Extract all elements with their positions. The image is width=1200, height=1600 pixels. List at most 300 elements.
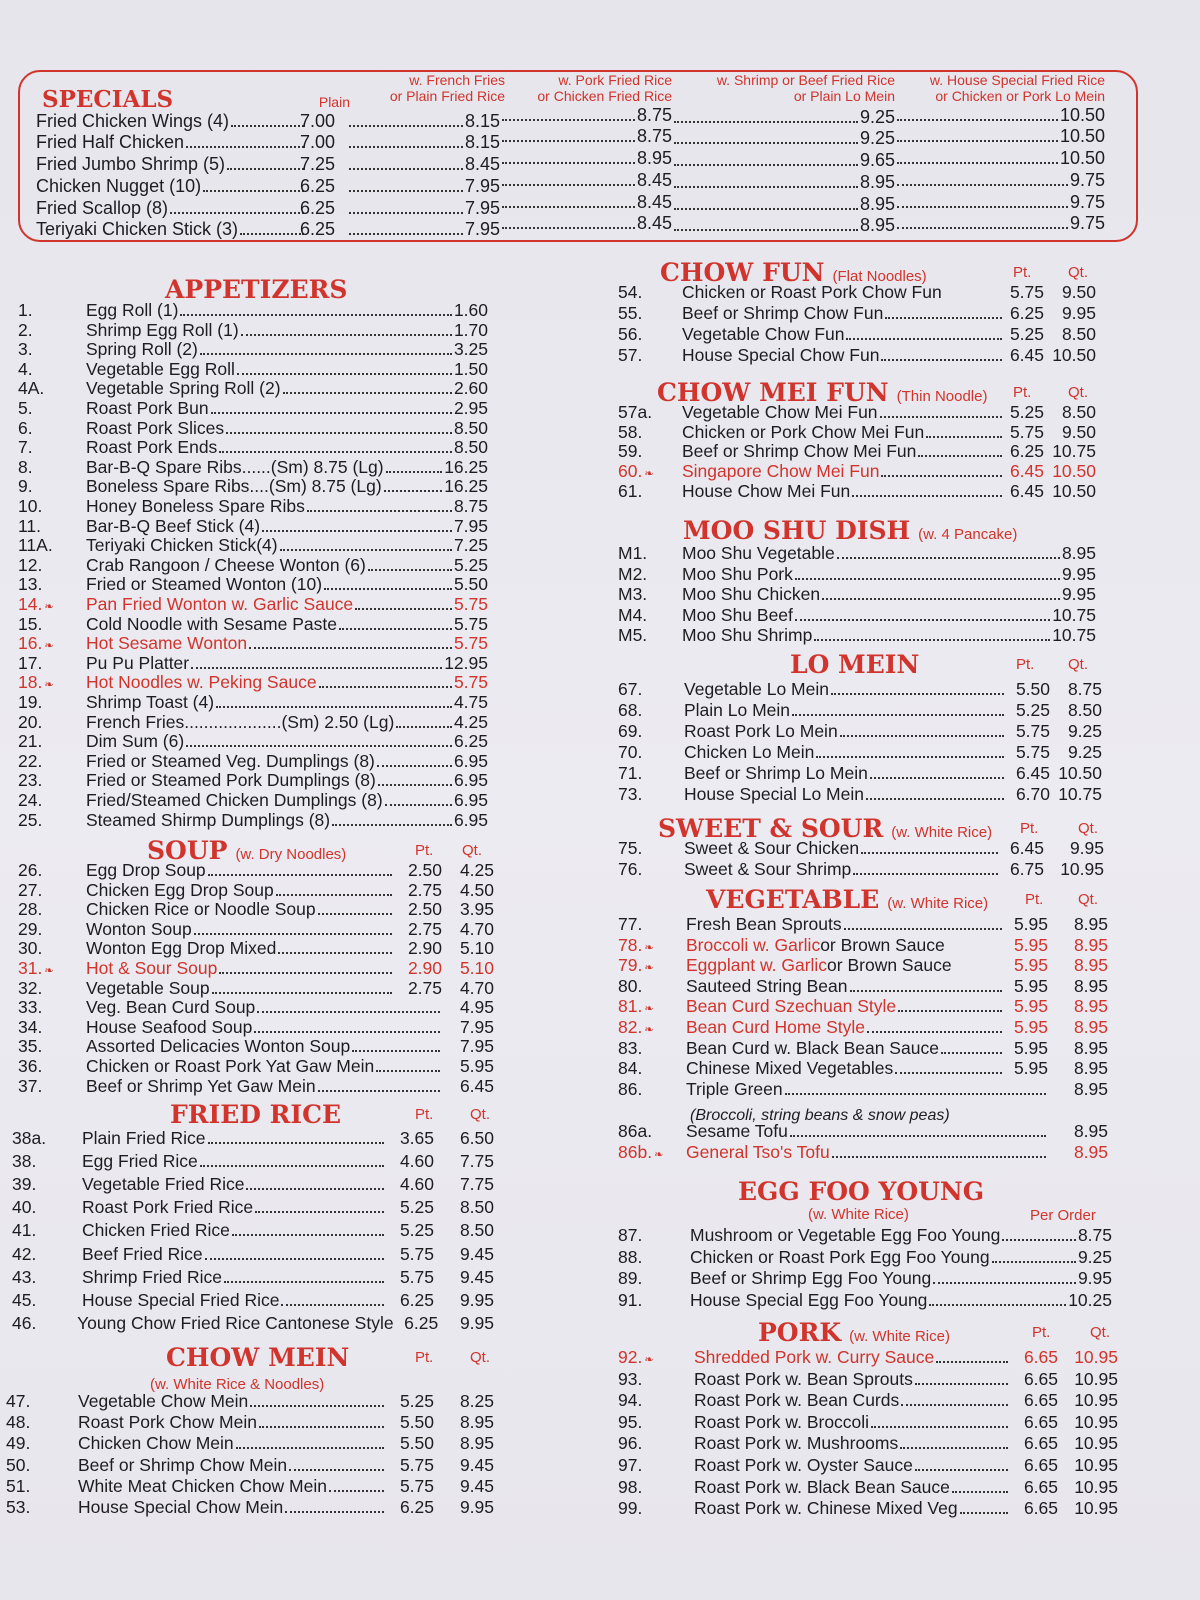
dot-leader (376, 1070, 440, 1072)
dot-leader (1002, 1239, 1076, 1241)
dot-leader (822, 598, 1060, 600)
menu-item (618, 1268, 1112, 1289)
dot-leader (918, 455, 1002, 457)
dot-leader (861, 852, 998, 854)
menu-item (618, 1058, 1108, 1079)
special-price-cell (672, 172, 895, 193)
menu-item (618, 1347, 1118, 1368)
special-price-cell (895, 126, 1105, 147)
menu-item (18, 751, 488, 772)
special-price: 8.45 (636, 213, 672, 233)
item-price-pint: 5.25 (399, 1220, 434, 1241)
item-number: 80. (618, 975, 643, 996)
dot-leader (318, 913, 392, 915)
menu-item (618, 324, 1096, 345)
menu-item (618, 1477, 1118, 1498)
dot-leader (219, 972, 392, 974)
item-price-quart: 7.75 (459, 1174, 494, 1195)
item-name: Vegetable Chow Fun (682, 324, 845, 344)
section-name: CHOW MEI FUN (657, 378, 889, 407)
item-price-pint: 6.45 (1009, 838, 1044, 858)
menu-item (12, 1244, 494, 1265)
special-price: 7.25 (300, 154, 336, 174)
item-name: Bean Curd Szechuan Style (686, 996, 897, 1017)
dot-leader (674, 186, 858, 188)
special-price: 6.25 (300, 176, 336, 196)
item-number: 8. (18, 456, 33, 477)
menu-item (618, 461, 1096, 482)
chili-pepper-icon: ❧ (44, 640, 54, 653)
dot-leader (208, 874, 392, 876)
item-number: 34. (18, 1016, 43, 1037)
item-name: Moo Shu Chicken (682, 584, 821, 604)
dot-leader (816, 756, 1004, 758)
item-price: 9.25 (1077, 1246, 1112, 1267)
item-price: 1.70 (453, 319, 488, 340)
dot-leader (895, 1072, 1002, 1074)
item-number: 36. (18, 1056, 43, 1076)
item-price-pint: 6.45 (1009, 345, 1044, 365)
menu-item (618, 976, 1108, 997)
item-price: 10.75 (1052, 625, 1096, 645)
menu-item (618, 784, 1102, 805)
item-price-quart: 8.95 (1073, 914, 1108, 934)
item-price-quart: 8.95 (1073, 1037, 1108, 1058)
section-title-chow_mein (166, 1343, 349, 1372)
item-number: 51. (6, 1475, 31, 1496)
item-name: Vegetable Soup (86, 977, 210, 998)
item-price-quart: 9.45 (459, 1454, 494, 1475)
dot-leader (259, 1426, 384, 1428)
item-price-quart: 4.70 (459, 918, 494, 939)
item-price-pint: 4.60 (399, 1174, 434, 1195)
dot-leader (285, 1511, 384, 1513)
menu-item (18, 731, 488, 752)
item-name: Vegetable Spring Roll (2) (86, 378, 281, 399)
item-name: General Tso's Tofu (686, 1142, 830, 1162)
item-price-pint: 6.65 (1023, 1368, 1058, 1389)
chili-pepper-icon: ❧ (644, 941, 654, 954)
item-price: 4.25 (453, 711, 488, 732)
item-name: Chicken Lo Mein (684, 742, 815, 762)
item-price-quart: 8.25 (459, 1391, 494, 1411)
item-number: 20. (18, 711, 43, 732)
pt-header: Pt. (1013, 384, 1032, 401)
item-number: 25. (18, 809, 43, 830)
item-name: Fried or Steamed Wonton (10) (86, 574, 323, 595)
special-price: 8.45 (636, 192, 672, 212)
pt-header: Pt. (1025, 891, 1044, 908)
menu-item (618, 1038, 1108, 1059)
dot-leader (281, 1304, 384, 1306)
specials-row-4 (36, 198, 306, 219)
item-number: 4. (18, 358, 33, 379)
item-name: Roast Pork Bun (86, 398, 209, 418)
menu-item (6, 1412, 494, 1433)
item-price-pint: 5.75 (1009, 282, 1044, 302)
special-price-cell (500, 170, 672, 191)
item-name: House Special Lo Mein (684, 784, 864, 804)
menu-item (618, 1017, 1108, 1038)
dot-leader (871, 1426, 1008, 1428)
dot-leader (249, 647, 452, 649)
special-price-cell (500, 148, 672, 169)
dot-leader (194, 933, 392, 935)
dot-leader (933, 1282, 1076, 1284)
menu-item (618, 1369, 1118, 1390)
item-number: 1. (18, 300, 33, 320)
item-name: Wonton Soup (86, 918, 192, 939)
menu-item (618, 564, 1096, 585)
chili-pepper-icon: ❧ (644, 1024, 654, 1036)
specials-header-1 (372, 72, 505, 104)
dot-leader (349, 190, 463, 192)
item-number: 81. ❧ (618, 996, 654, 1017)
dot-leader (349, 212, 463, 214)
dot-leader (897, 184, 1068, 186)
specials-header-line: or Plain Lo Mein (793, 88, 895, 104)
dot-leader (837, 557, 1060, 559)
menu-item (618, 859, 1104, 880)
item-price-quart: 6.50 (459, 1128, 494, 1148)
menu-item (618, 1290, 1112, 1311)
dot-leader (674, 208, 858, 210)
item-price: 5.75 (453, 672, 488, 693)
item-name: Beef or Shrimp Egg Foo Young (690, 1268, 932, 1289)
item-name: Beef Fried Rice (82, 1243, 203, 1264)
item-price-pint: 5.75 (399, 1266, 434, 1287)
dot-leader (674, 142, 858, 144)
chili-pepper-icon: ❧ (654, 1149, 664, 1161)
menu-item (18, 1056, 494, 1077)
dot-leader (952, 1491, 1008, 1493)
item-price-quart: 8.95 (459, 1433, 494, 1454)
section-subtitle: (Flat Noodles) (832, 268, 927, 285)
dot-leader (324, 588, 452, 590)
dot-leader (901, 1404, 1008, 1406)
menu-item (618, 1225, 1112, 1246)
item-name: House Special Fried Rice (82, 1289, 280, 1310)
special-price: 7.95 (464, 198, 500, 218)
item-number: 16. ❧ (18, 633, 54, 654)
menu-item (618, 763, 1102, 784)
dot-leader (674, 229, 858, 231)
menu-item (18, 496, 488, 517)
vegetable-note: (Broccoli, string beans & snow peas) (690, 1107, 950, 1124)
dot-leader (186, 745, 452, 747)
menu-item (618, 996, 1108, 1017)
item-number: 82. ❧ (618, 1017, 654, 1037)
item-name: Hot Sesame Wonton (86, 633, 248, 654)
item-price-quart: 8.95 (1073, 975, 1108, 996)
item-name: Shrimp Fried Rice (82, 1266, 223, 1287)
dot-leader (814, 639, 1050, 641)
item-price: 6.95 (453, 790, 488, 810)
dot-leader (276, 894, 392, 896)
qt-header: Qt. (1078, 820, 1099, 837)
dot-leader (250, 1405, 384, 1407)
dot-leader (339, 628, 452, 630)
item-price-quart: 7.95 (459, 1016, 494, 1037)
item-price-quart: 4.25 (459, 860, 494, 880)
special-price: 8.95 (636, 148, 672, 168)
item-name: Sauteed String Bean (686, 975, 848, 996)
item-number: 42. (12, 1243, 37, 1264)
item-number: 88. (618, 1246, 643, 1267)
item-number: 21. (18, 731, 43, 752)
menu-item (18, 398, 488, 419)
item-number: 98. (618, 1476, 643, 1497)
item-price: 3.25 (453, 339, 488, 360)
menu-item (18, 594, 488, 615)
dot-leader (237, 373, 452, 375)
item-number: 59. (618, 441, 643, 462)
item-number: 3. (18, 339, 33, 360)
menu-item (18, 418, 488, 439)
menu-item (18, 633, 488, 654)
dot-leader (870, 777, 1004, 779)
item-price-pint: 6.65 (1023, 1455, 1058, 1475)
dot-leader (866, 798, 1004, 800)
item-price-quart: 8.95 (1073, 955, 1108, 976)
item-name: Plain Lo Mein (684, 700, 791, 720)
item-number: 86. (618, 1078, 643, 1099)
menu-item (18, 535, 488, 556)
specials-header-line: or Plain Fried Rice (389, 88, 505, 104)
item-price-pint: 5.95 (1013, 1058, 1048, 1079)
menu-item (618, 625, 1096, 646)
dot-leader (289, 1469, 384, 1471)
section-subtitle: (w. 4 Pancake) (918, 526, 1018, 543)
dot-leader (232, 1234, 384, 1236)
item-price-pint: 6.65 (1023, 1476, 1058, 1497)
item-number: 47. (6, 1391, 31, 1411)
dot-leader (897, 162, 1058, 164)
item-name: Moo Shu Beef (682, 604, 793, 625)
special-price-cell (347, 198, 500, 219)
menu-item (18, 899, 494, 920)
menu-item (618, 679, 1102, 700)
item-name: Fried or Steamed Veg. Dumplings (8) (86, 750, 375, 771)
pt-header: Pt. (1016, 656, 1035, 673)
item-number: M3. (618, 584, 648, 604)
item-name: Chicken Chow Mein (78, 1433, 234, 1454)
menu-item (12, 1290, 494, 1311)
dot-leader (795, 619, 1050, 621)
item-name: Shrimp Toast (4) (86, 692, 215, 712)
item-price: 1.50 (453, 358, 488, 379)
dot-leader (941, 1052, 1002, 1054)
item-name: White Meat Chicken Chow Mein (78, 1475, 327, 1496)
special-price: 9.25 (859, 128, 895, 148)
specials-row-1 (36, 132, 306, 153)
item-price-pint: 6.45 (1009, 480, 1044, 501)
item-name: Beef or Shrimp Lo Mein (684, 763, 868, 783)
section-subtitle: (w. White Rice) (808, 1206, 909, 1223)
item-name: House Special Chow Mein (78, 1497, 284, 1517)
menu-item (618, 303, 1096, 324)
dot-leader (378, 784, 452, 786)
item-name: Roast Pork w. Broccoli (694, 1411, 870, 1432)
pt-header: Pt. (1032, 1324, 1051, 1341)
dot-leader (200, 353, 452, 355)
special-name: Teriyaki Chicken Stick (3) (36, 219, 239, 239)
special-price: 9.25 (859, 107, 895, 127)
item-name: Boneless Spare Ribs....(Sm) 8.75 (Lg) (86, 476, 382, 497)
specials-header-line: Plain (318, 94, 350, 110)
item-name: Roast Pork Chow Mein (78, 1412, 257, 1433)
item-price-quart: 10.95 (1074, 1390, 1118, 1411)
section-name: CHOW FUN (660, 258, 825, 287)
dot-leader (186, 146, 304, 148)
item-price-quart: 4.50 (459, 879, 494, 900)
item-name: Bean Curd Home Style (686, 1017, 865, 1037)
section-subtitle: (w. White Rice) (849, 1328, 950, 1345)
item-name: House Seafood Soup (86, 1016, 253, 1037)
qt-header: Qt. (1068, 264, 1089, 281)
menu-item (618, 1142, 1108, 1163)
dot-leader (257, 1011, 440, 1013)
item-name: Sesame Tofu (686, 1121, 788, 1142)
item-number: 61. (618, 480, 643, 501)
menu-item (18, 574, 488, 595)
dot-leader (881, 359, 1002, 361)
item-price-quart: 8.95 (1073, 1078, 1108, 1099)
item-name: Vegetable Chow Mein (78, 1391, 249, 1411)
item-number: 93. (618, 1368, 643, 1389)
dot-leader (262, 530, 452, 532)
item-price-quart: 10.95 (1074, 1368, 1118, 1389)
menu-item (618, 481, 1096, 502)
dot-leader (502, 184, 635, 186)
special-price: 6.25 (300, 219, 336, 239)
menu-item (18, 555, 488, 576)
item-price-pint: 6.65 (1023, 1498, 1058, 1519)
item-number: 46. (12, 1312, 37, 1333)
item-price: 12.95 (444, 652, 488, 673)
item-name: Singapore Chow Mei Fun (682, 461, 880, 482)
menu-item (618, 1412, 1118, 1433)
item-name: Beef or Shrimp Chow Fun (682, 303, 884, 323)
menu-item (18, 300, 488, 321)
item-price-quart: 10.50 (1052, 461, 1096, 482)
item-name: Roast Pork Lo Mein (684, 721, 838, 741)
item-name: Chicken Rice or Noodle Soup (86, 899, 316, 920)
item-number: 49. (6, 1433, 31, 1454)
specials-row-3 (36, 176, 306, 197)
item-number: 71. (618, 763, 643, 783)
item-number: 83. (618, 1037, 643, 1058)
item-price-quart: 8.50 (459, 1197, 494, 1218)
specials-header-0 (300, 94, 350, 110)
item-number: 68. (618, 700, 643, 720)
item-name: Honey Boneless Spare Ribs (86, 496, 305, 516)
item-number: 55. (618, 303, 643, 323)
item-number: 67. (618, 679, 643, 699)
section-name: SOUP (147, 836, 228, 865)
item-price-quart: 10.50 (1052, 345, 1096, 365)
item-price-pint: 6.45 (1009, 461, 1044, 482)
item-number: 89. (618, 1268, 643, 1289)
item-number: 86a. (618, 1121, 653, 1142)
menu-item (18, 978, 494, 999)
item-price-quart: 10.95 (1074, 1411, 1118, 1432)
dot-leader (502, 162, 635, 164)
pt-header: Pt. (415, 1349, 434, 1366)
menu-item (618, 1498, 1118, 1519)
item-name: Bean Curd w. Black Bean Sauce (686, 1037, 939, 1058)
special-price-cell (347, 219, 500, 240)
item-price: 9.95 (1077, 1268, 1112, 1289)
item-number: 27. (18, 879, 43, 900)
menu-item (618, 955, 1108, 976)
menu-item (12, 1197, 494, 1218)
item-number: 86b. ❧ (618, 1142, 664, 1162)
item-name: Roast Pork Slices (86, 417, 225, 438)
item-price: 6.95 (453, 770, 488, 791)
item-number: 32. (18, 977, 43, 998)
item-name: Sweet & Sour Chicken (684, 838, 860, 858)
item-name: Young Chow Fried Rice Cantonese Style (77, 1312, 394, 1333)
dot-leader (200, 1165, 384, 1167)
item-price-pint: 6.25 (1009, 441, 1044, 462)
item-name: Egg Roll (1) (86, 300, 179, 320)
item-price-quart: 8.50 (459, 1220, 494, 1241)
item-number: 9. (18, 476, 33, 497)
menu-item (618, 543, 1096, 564)
dot-leader (897, 227, 1068, 229)
item-price-quart: 9.95 (459, 1312, 495, 1333)
item-name: Shrimp Egg Roll (1) (86, 319, 239, 340)
item-price-quart: 8.95 (1073, 1017, 1108, 1037)
section-subtitle: (w. White Rice & Noodles) (150, 1376, 325, 1393)
item-price-pint: 2.50 (407, 899, 442, 920)
item-price-quart: 10.75 (1058, 784, 1102, 804)
dot-leader (280, 549, 452, 551)
dot-leader (226, 432, 452, 434)
dot-leader (211, 412, 452, 414)
item-name: Chicken Fried Rice (82, 1220, 230, 1241)
menu-item (18, 339, 488, 360)
item-price: 6.25 (453, 731, 488, 752)
dot-leader (867, 1031, 1002, 1033)
special-price-cell (672, 150, 895, 171)
item-number: 17. (18, 652, 43, 673)
item-name: Broccoli w. Garlic (686, 934, 821, 955)
dot-leader (224, 1281, 384, 1283)
dot-leader (785, 1093, 1046, 1095)
item-price-quart: 4.95 (459, 997, 494, 1018)
item-name: Roast Pork w. Bean Sprouts (694, 1368, 913, 1389)
chili-pepper-icon: ❧ (44, 601, 54, 613)
item-number: 29. (18, 918, 43, 939)
item-name: Egg Drop Soup (86, 860, 206, 880)
item-number: 38a. (12, 1128, 47, 1148)
section-title-fried_rice (170, 1100, 341, 1129)
specials-header-2 (520, 72, 672, 104)
menu-item (6, 1455, 494, 1476)
dot-leader (897, 206, 1068, 208)
item-price: 1.60 (453, 300, 488, 320)
item-price-pint: 5.75 (1015, 742, 1050, 762)
qt-header: Qt. (470, 1349, 491, 1366)
dot-leader (915, 1469, 1008, 1471)
dot-leader (246, 1188, 384, 1190)
section-subtitle: (Thin Noodle) (896, 388, 988, 405)
dot-leader (368, 569, 452, 571)
item-price-pint: 5.95 (1013, 975, 1048, 996)
item-price: 5.50 (453, 574, 488, 595)
